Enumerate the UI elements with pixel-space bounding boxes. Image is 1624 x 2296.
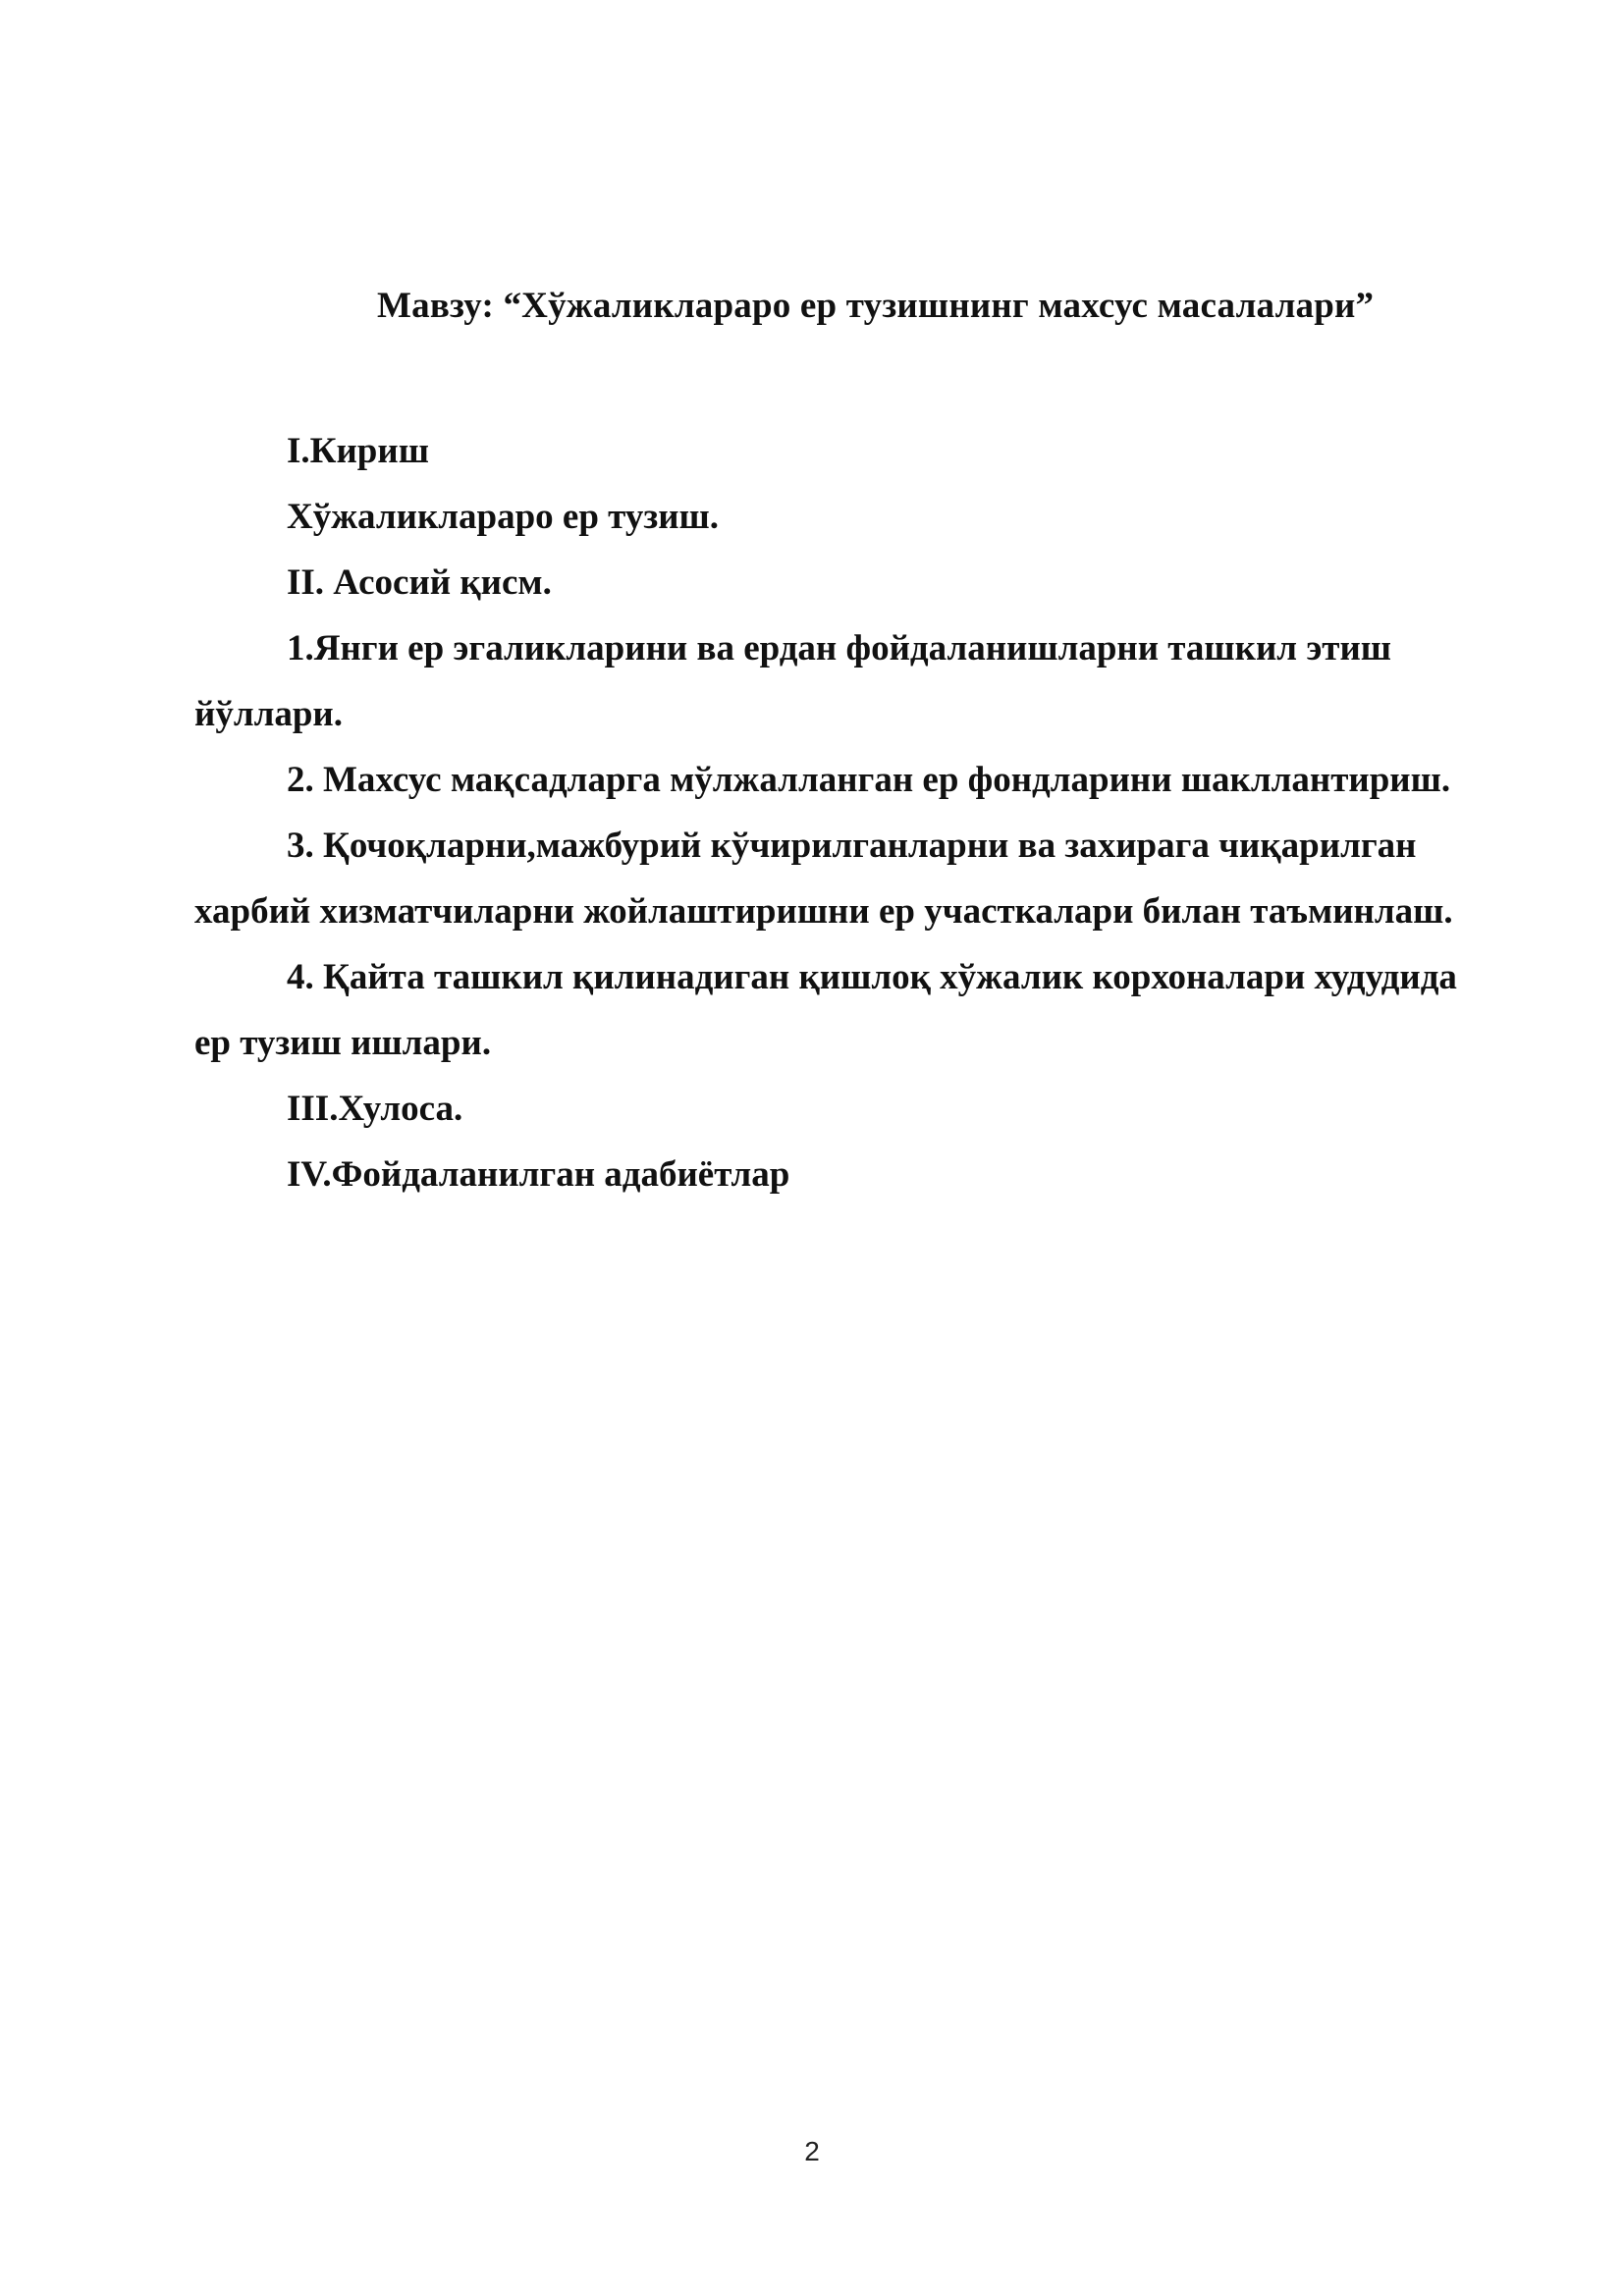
page-number: 2 [804,2136,820,2166]
contents-item-section-3: 3. Қочоқларни,мажбурий кўчирилганларни ва захирага чиқарилган харбий хизматчиларни жойлаштиришни ер участкалари билан таъминлаш. [194,826,1453,932]
contents-item-introduction: I.Кириш [287,431,429,471]
table-of-contents [194,418,1490,1207]
contents-item-section-4: 4. Қайта ташкил қилинадиган қишлоқ хўжалик корхоналари худудида ер тузиш ишлари. [194,957,1457,1063]
contents-item-references: IV.Фойдаланилган адабиётлар [287,1154,790,1195]
contents-item-main-part: II. Асосий қисм. [287,562,552,603]
page-title: Мавзу: “Хўжаликлараро ер тузишнинг махсус масалалари” [377,286,1375,326]
contents-item-intro-subsection: Хўжаликлараро ер тузиш. [287,497,720,537]
contents-item-section-1: 1.Янги ер эгаликларини ва ердан фойдаланишларни ташкил этиш йўллари. [194,628,1392,734]
contents-item-conclusion: III.Хулоса. [287,1089,463,1129]
contents-item-section-2: 2. Махсус мақсадларга мўлжалланган ер фондларини шакллантириш. [287,760,1451,800]
